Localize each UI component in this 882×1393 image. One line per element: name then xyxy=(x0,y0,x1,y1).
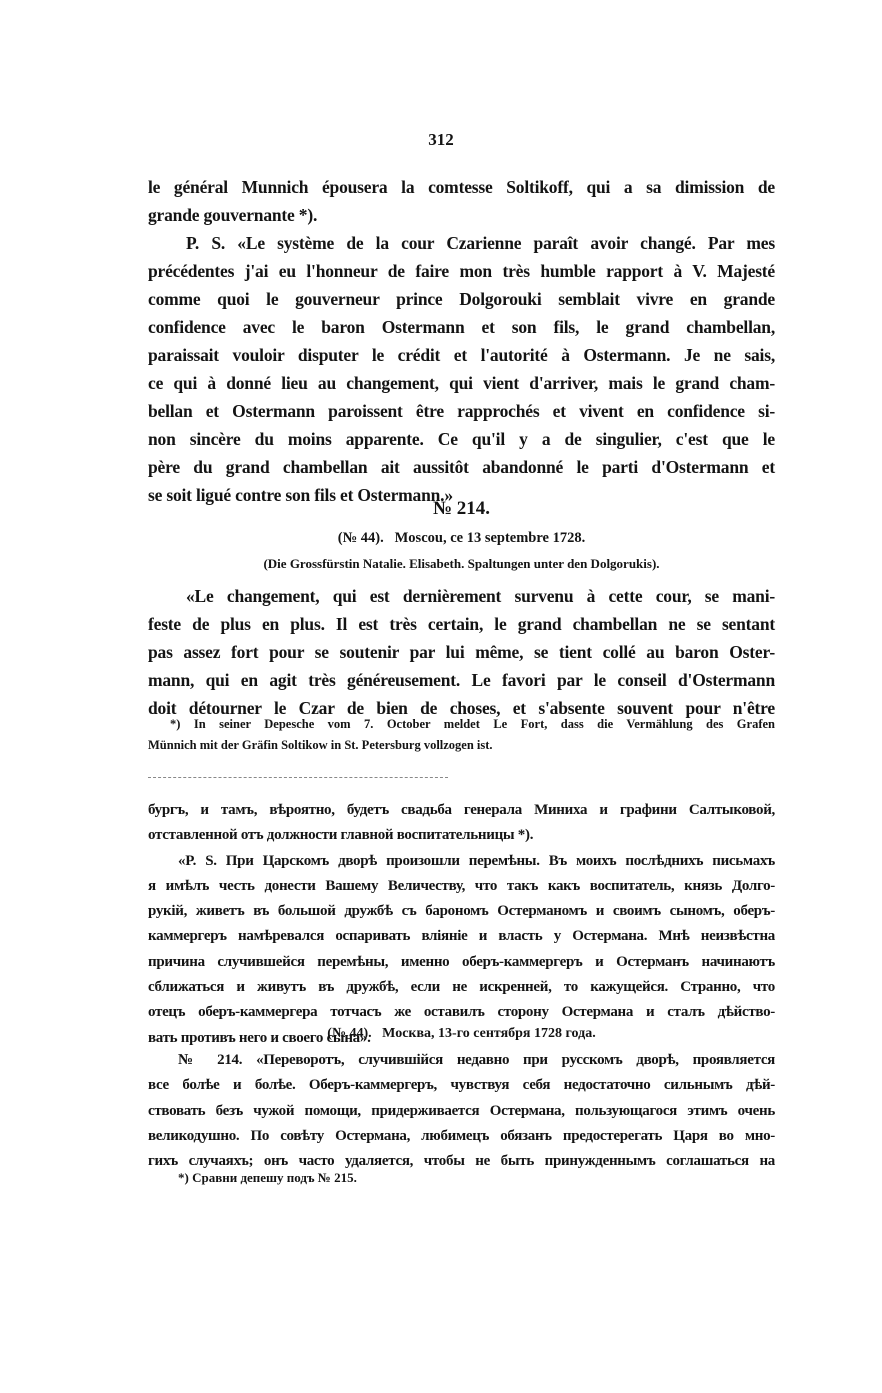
text-line: все болѣе и болѣе. Оберъ-каммергеръ, чувствуя себя недостаточно сильнымъ дѣй- xyxy=(148,1077,775,1094)
text-line: «Le changement, qui est dernièrement survenu à cette cour, se mani- xyxy=(186,586,775,606)
text-line: feste de plus en plus. Il est très certain, le grand chambellan ne se sentant xyxy=(148,614,775,634)
text-line: confidence avec le baron Ostermann et son fils, le grand chambellan, xyxy=(148,317,775,337)
scan-artifact-divider xyxy=(148,777,448,778)
russian-continuation xyxy=(148,798,775,849)
text-line: se soit ligué contre son fils et Ostermann.» xyxy=(148,485,453,505)
text-line: великодушно. По совѣту Остермана, любимецъ обязанъ предостерегать Царя во мно- xyxy=(148,1127,775,1144)
text-line: отецъ оберъ-каммергера тотчасъ же оставилъ сторону Остермана и сталъ дѣйство- xyxy=(148,1004,775,1021)
text-line: каммергеръ намѣревался оспаривать вліяніе и власть у Остермана. Мнѣ неизвѣстна xyxy=(148,928,775,945)
text-line: ce qui à donné lieu au changement, qui vient d'arriver, mais le grand cham- xyxy=(148,373,775,393)
text-line: paraissait vouloir disputer le crédit et l'autorité à Ostermann. Je ne sais, xyxy=(148,345,775,365)
document-number: № 214. xyxy=(432,498,491,519)
text-line: grande gouvernante *). xyxy=(148,205,318,225)
text-line: бургъ, и тамъ, вѣроятно, будетъ свадьба генерала Миниха и графини Салтыковой, xyxy=(148,802,775,818)
text-line: «P. S. При Царскомъ дворѣ произошли перемѣны. Въ моихъ послѣднихъ письмахъ xyxy=(178,852,775,869)
text-line: pas assez fort pour se soutenir par lui même, se tient collé au baron Oster- xyxy=(148,642,775,662)
document-summary: (Die Grossfürstin Natalie. Elisabeth. Spaltungen unter den Dolgorukis). xyxy=(263,556,660,571)
text-line: гихъ случаяхъ; онъ часто удаляется, чтобы не быть принужденнымъ соглашаться на xyxy=(148,1153,775,1170)
text-line: вать противъ него и своего сына». xyxy=(148,1029,371,1046)
text-line: le général Munnich épousera la comtesse Soltikoff, qui a sa dimission de xyxy=(148,177,775,197)
text-line: bellan et Ostermann paroissent être rapprochés et vivent en confidence si- xyxy=(148,401,775,421)
text-line: причина случившейся перемѣны, именно оберъ-каммергеръ и Остерманъ начинаютъ xyxy=(148,953,775,970)
russian-footnote: *) Сравни депешу подъ № 215. xyxy=(178,1170,357,1185)
text-line: сближаться и живутъ въ дружбѣ, если не искренней, то кажущейся. Странно, что xyxy=(148,979,775,996)
french-dateline: (№ 44). Moscou, ce 13 septembre 1728. xyxy=(337,530,586,546)
text-line: comme quoi le gouverneur prince Dolgorouki semblait vivre en grande xyxy=(148,289,775,309)
russian-body xyxy=(148,1048,775,1174)
text-line: mann, qui en agit très généreusement. Le favori par le conseil d'Ostermann xyxy=(148,670,775,690)
french-continuation xyxy=(148,173,775,229)
text-line: я имѣлъ честь донести Вашему Величеству, что такъ какъ воспитатель, князь Долго- xyxy=(148,877,775,894)
text-line: рукій, живетъ въ большой дружбѣ съ барономъ Остерманомъ и своимъ сыномъ, оберъ- xyxy=(148,903,775,920)
text-line: ствовать безъ чужой помощи, придерживается Остермана, пользующагося этимъ очень xyxy=(148,1102,775,1119)
page-number: 312 xyxy=(428,130,454,149)
text-line: № 214. «Переворотъ, случившійся недавно при русскомъ дворѣ, проявляется xyxy=(178,1052,775,1068)
text-line: doit détourner le Czar de bien de choses, et s'absente souvent pour n'être xyxy=(148,698,775,718)
text-line: non sincère du moins apparente. Ce qu'il y a de singulier, c'est que le xyxy=(148,429,775,449)
text-line: précédentes j'ai eu l'honneur de faire mon très humble rapport à V. Majesté xyxy=(148,261,775,281)
french-footnote xyxy=(148,714,775,756)
russian-postscript xyxy=(148,849,775,1051)
text-line: père du grand chambellan ait aussitôt abandonné le parti d'Ostermann et xyxy=(148,457,775,477)
text-line: отставленной отъ должности главной воспитательницы *). xyxy=(148,827,534,844)
text-line: P. S. «Le système de la cour Czarienne paraît avoir changé. Par mes xyxy=(186,233,775,253)
russian-dateline: (№ 44). Москва, 13-го сентября 1728 года. xyxy=(327,1026,596,1041)
text-line: *) In seiner Depesche vom 7. October meldet Le Fort, dass die Vermählung des Grafen xyxy=(170,717,775,731)
text-line: Münnich mit der Gräfin Soltikow in St. Petersburg vollzogen ist. xyxy=(148,738,493,752)
french-body xyxy=(148,582,775,722)
french-postscript xyxy=(148,229,775,509)
